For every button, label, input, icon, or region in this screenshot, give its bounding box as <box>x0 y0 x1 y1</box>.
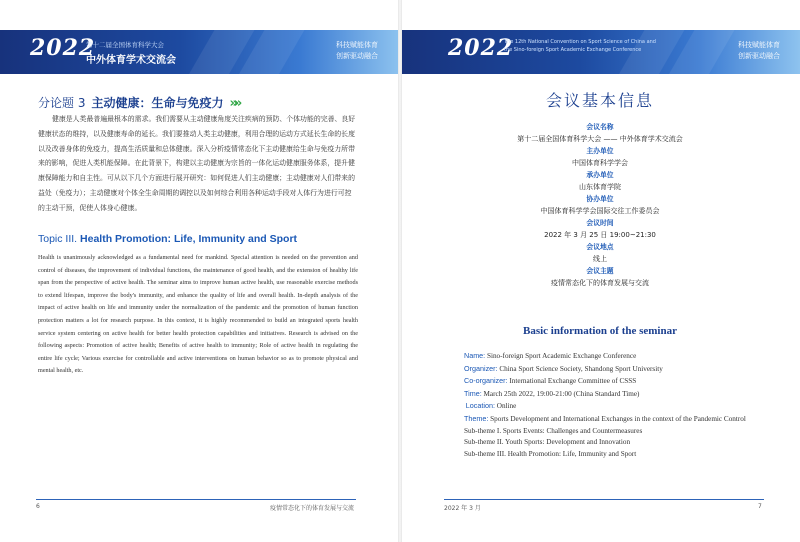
section-title-en: Basic information of the seminar <box>523 325 677 337</box>
topic-cn-title: 主动健康：生命与免疫力 <box>91 96 224 110</box>
topic-cn-body: 健康是人类最普遍最根本的需求。我们需要从主动健康角度关注疾病的预防、个体功能的完善、良好健康状态的维持，以及健康寿命的延长。我们要推动人类主动健康，利用合理的运动方式延长生命的长度以及改善身体的免疫力，提高生活质量和总体健康。深入分析疫情常态化下主动健康给生命与免疫力所带来的影响，促进人类机能保障。在此背景下，构建以主动健康为宗旨的一体化运动健康服务体系，提升健康保障能力和自主性。可从以下几个方面进行展开研究：如何促进人们主动健康；主动健康对人们带来的益处（免疫力）；主动健康对个体全生命周期的调控以及如何综合利用各种运动手段对人体行为进行可控的主动干预，促使人体身心健康。 <box>38 115 356 212</box>
basic-info-cn <box>400 121 800 289</box>
banner-subtitle: the Sino-foreign Sport Academic Exchange Conference <box>504 47 642 53</box>
info-key: Location: <box>465 401 495 411</box>
banner-year: 2022 <box>30 35 96 61</box>
info-value: China Sport Science Society, Shandong Sport University <box>499 364 663 373</box>
topic-en-body: Health is unanimously acknowledged as a fundamental need for mankind. Special attention is needed on the prevention and control of diseases, the improvement of individual functions, the maintenance of good health, and the extension of healthy life span from the perspective of active health. The seminar aims to improve human active health, use reasonable exercise methods to extend lifespan, improve the body's immunity, and enhance the quality of life and overall health. In-depth analysis of the impact of active health on life and immunity under the normalization of the pandemic and the promotion of human function protection matters a lot for research purpose. In this context, it is highly recommended to build an integrated sports health service system centering on active health for better health protection capabilities and initiatives. Research is advised on the following aspects: Promotion of active health; Benefits of active health to immunity; Role of active health in regulating the entire life cycle; Various exercise for controllable and active interventions on human behavior so as to promote physical and mental health, etc. <box>38 254 358 375</box>
info-value: 第十二届全国体育科学大会 —— 中外体育学术交流会 <box>517 135 683 143</box>
footer-rule <box>444 499 764 500</box>
banner-year: 2022 <box>448 35 514 61</box>
footer-rule <box>36 499 356 500</box>
sub-theme-2: Sub-theme II. Youth Sports: Development and Innovation <box>464 438 631 447</box>
info-value: 山东体育学院 <box>579 183 621 191</box>
info-row-location <box>464 400 764 413</box>
footer-page-number: 6 <box>36 503 40 510</box>
basic-info-en <box>464 350 764 460</box>
info-label: 协办单位 <box>586 195 614 203</box>
topic-en-label: Topic III. <box>38 233 78 245</box>
topic-en-title: Health Promotion: Life, Immunity and Sport <box>80 233 298 245</box>
right-page <box>400 0 800 542</box>
info-value: March 25th 2022, 19:00-21:00 (China Standard Time) <box>483 389 640 398</box>
info-value: 中国体育科学学会 <box>572 159 628 167</box>
topic-cn-label: 分论题 3 <box>38 96 86 110</box>
info-label: 会议名称 <box>586 123 614 131</box>
info-key: Time: <box>464 388 482 398</box>
info-row-organizer <box>464 363 764 376</box>
page-gutter <box>398 0 402 542</box>
slogan-line-2: 创新驱动融合 <box>336 52 378 60</box>
right-footer <box>400 499 800 513</box>
left-header-banner <box>0 30 400 74</box>
info-row-theme <box>464 413 764 426</box>
banner-subtitle-small: 第十二届全国体育科学大会 <box>86 41 164 49</box>
left-footer <box>0 499 400 513</box>
banner-slogan <box>738 40 780 62</box>
info-label: 会议地点 <box>586 243 614 251</box>
info-value: 2022 年 3 月 25 日 19:00~21:30 <box>544 231 656 239</box>
info-value: 疫情常态化下的体育发展与交流 <box>551 279 649 287</box>
right-header-banner <box>400 30 800 74</box>
slogan-line-2: 创新驱动融合 <box>738 52 780 60</box>
info-row-coorganizer <box>464 375 764 388</box>
info-value: International Exchange Committee of CSSS <box>509 377 637 386</box>
page-title: 会议基本信息 <box>545 91 654 110</box>
info-key: Co-organizer: <box>464 376 508 386</box>
info-key: Organizer: <box>464 363 498 373</box>
info-label: 会议主题 <box>586 267 614 275</box>
slogan-line-1: 科技赋能体育 <box>738 41 780 49</box>
info-value: Sino-foreign Sport Academic Exchange Conference <box>486 352 637 360</box>
footer-running-title: 疫情常态化下的体育发展与交流 <box>270 505 355 512</box>
topic-cn-heading <box>38 94 238 111</box>
info-value: Online <box>496 402 517 411</box>
footer-page-number: 7 <box>758 503 762 510</box>
info-row-time <box>464 388 764 401</box>
sub-theme-1: Sub-theme I. Sports Events: Challenges and Countermeasures <box>464 426 643 435</box>
banner-subtitle-small: The 12th National Convention on Sport Science of China and <box>504 39 656 45</box>
info-value: 中国体育科学学会国际交往工作委员会 <box>540 207 660 215</box>
info-row-name <box>464 350 764 363</box>
chevron-right-icon: »» <box>229 96 239 111</box>
footer-date: 2022 年 3 月 <box>444 505 481 512</box>
banner-slogan <box>336 40 378 62</box>
sub-theme-3: Sub-theme III. Health Promotion: Life, Immunity and Sport <box>464 449 637 458</box>
info-key: Name: <box>464 351 486 360</box>
info-label: 承办单位 <box>586 171 614 179</box>
topic-en-heading <box>38 233 297 245</box>
info-label: 主办单位 <box>586 147 614 155</box>
info-key: Theme: <box>464 413 489 423</box>
info-label: 会议时间 <box>586 219 614 227</box>
slogan-line-1: 科技赋能体育 <box>336 41 378 49</box>
info-value: Sports Development and International Exchanges in the context of the Pandemic Control <box>490 414 746 423</box>
banner-subtitle: 中外体育学术交流会 <box>86 55 176 66</box>
info-value: 线上 <box>593 255 607 263</box>
